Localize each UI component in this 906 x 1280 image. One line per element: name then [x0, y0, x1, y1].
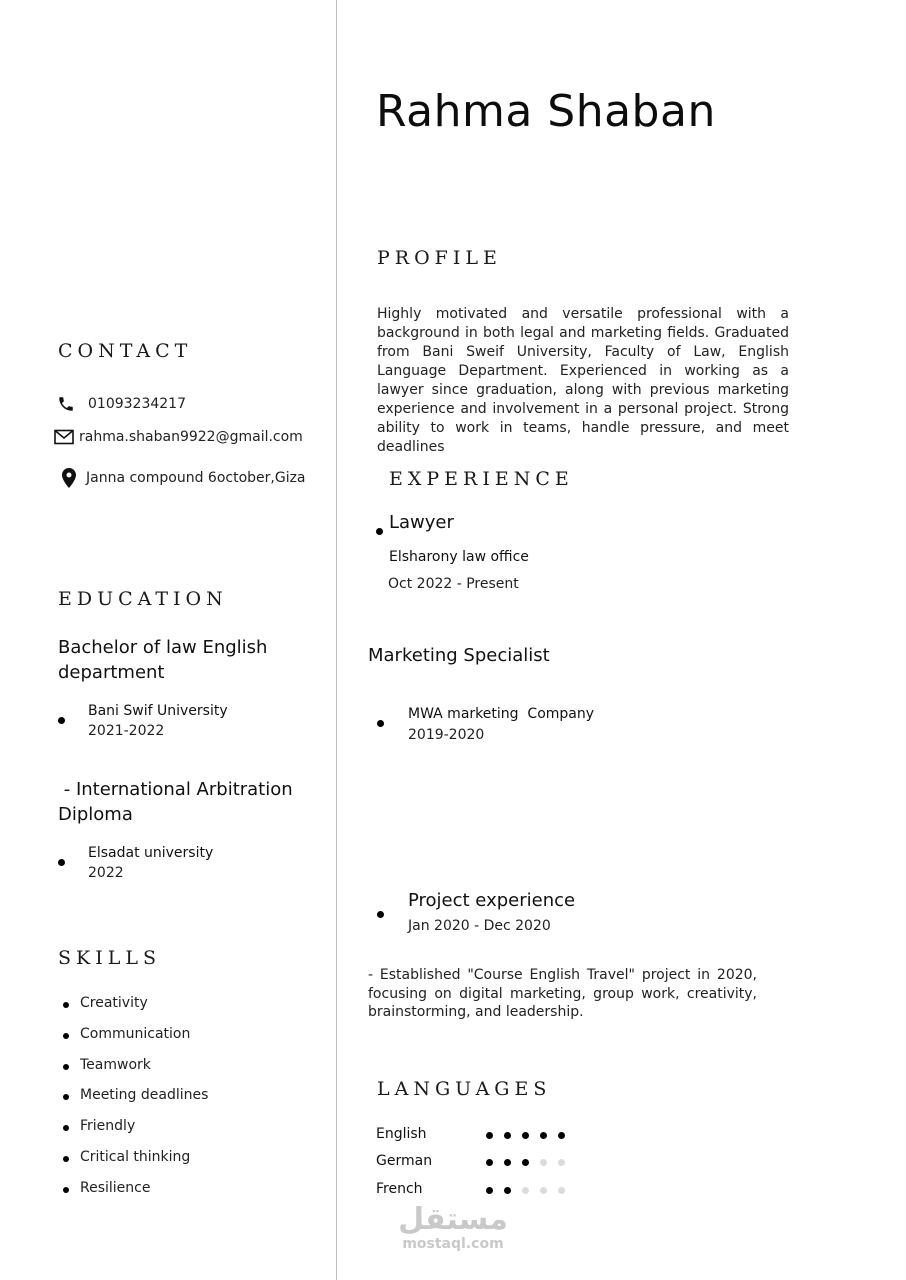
- project-dates: Jan 2020 - Dec 2020: [408, 918, 551, 934]
- rating-dot-empty: [540, 1187, 547, 1194]
- experience-heading: EXPERIENCE: [389, 468, 574, 490]
- job-title-2: Marketing Specialist: [368, 645, 550, 666]
- rating-dot-filled: [504, 1159, 511, 1166]
- education-heading: EDUCATION: [58, 588, 228, 610]
- contact-address: [58, 467, 306, 489]
- education-title-2: - International Arbitration Diploma: [58, 779, 299, 825]
- list-item: Meeting deadlines: [58, 1087, 318, 1118]
- education-school-2: Elsadat university: [88, 845, 214, 861]
- column-divider: [336, 0, 337, 1280]
- person-name: Rahma Shaban: [376, 86, 716, 137]
- rating-dot-filled: [486, 1132, 493, 1139]
- address-text: Janna compound 6october,Giza: [86, 470, 306, 486]
- contact-email: [53, 426, 303, 448]
- language-rating: [486, 1159, 565, 1166]
- list-item: Teamwork: [58, 1057, 318, 1088]
- contact-phone: [55, 393, 186, 415]
- language-name: German: [376, 1153, 433, 1169]
- job-company-1: Elsharony law office: [389, 549, 529, 565]
- contact-heading: CONTACT: [58, 340, 193, 362]
- rating-dot-empty: [540, 1159, 547, 1166]
- language-rating: [486, 1187, 565, 1194]
- job-bullet-2: [377, 720, 384, 727]
- job-dates-1: Oct 2022 - Present: [388, 576, 519, 592]
- education-bullet-2: [58, 859, 65, 866]
- rating-dot-empty: [522, 1187, 529, 1194]
- skills-list: [58, 995, 318, 1211]
- education-years-2: 2022: [88, 865, 124, 881]
- project-bullet: [377, 911, 384, 918]
- skills-heading: SKILLS: [58, 947, 161, 969]
- language-row-german: [376, 1153, 676, 1173]
- watermark-latin: mostaql.com: [402, 1236, 504, 1252]
- language-name: French: [376, 1181, 423, 1197]
- list-item: Critical thinking: [58, 1149, 318, 1180]
- list-item: Resilience: [58, 1180, 318, 1211]
- watermark-arabic: مستقل: [398, 1202, 508, 1237]
- education-school-1: Bani Swif University: [88, 703, 228, 719]
- job-dates-2: 2019-2020: [408, 727, 485, 743]
- map-pin-icon: [58, 467, 80, 489]
- job-company-2: MWA marketing Company: [408, 706, 595, 722]
- rating-dot-filled: [486, 1159, 493, 1166]
- profile-text: Highly motivated and versatile professional with a background in both legal and marketing fields. Graduated from Bani Sweif University, Faculty of Law, English Language Department. Experienced in working as a lawyer since graduation, along with previous marketing experience and involvement in a personal project. Strong ability to work in teams, handle pressure, and meet deadlines: [377, 306, 789, 455]
- job-bullet-1: [376, 528, 383, 535]
- rating-dot-filled: [558, 1132, 565, 1139]
- watermark: [396, 1204, 510, 1252]
- list-item: Creativity: [58, 995, 318, 1026]
- language-rating: [486, 1132, 565, 1139]
- rating-dot-empty: [558, 1187, 565, 1194]
- education-years-1: 2021-2022: [88, 723, 165, 739]
- rating-dot-filled: [504, 1187, 511, 1194]
- rating-dot-filled: [522, 1159, 529, 1166]
- list-item: Friendly: [58, 1118, 318, 1149]
- language-name: English: [376, 1126, 427, 1142]
- education-title-1: Bachelor of law English department: [58, 637, 268, 683]
- phone-icon: [55, 393, 77, 415]
- rating-dot-empty: [558, 1159, 565, 1166]
- email-address[interactable]: rahma.shaban9922@gmail.com: [79, 429, 303, 445]
- project-description: - Established "Course English Travel" project in 2020, focusing on digital marketing, group work, creativity, brainstorming, and leadership.: [368, 967, 757, 1020]
- project-title: Project experience: [408, 890, 576, 911]
- education-bullet-1: [58, 717, 65, 724]
- rating-dot-filled: [504, 1132, 511, 1139]
- job-title-1: Lawyer: [389, 512, 454, 533]
- rating-dot-filled: [522, 1132, 529, 1139]
- envelope-icon: [53, 426, 75, 448]
- phone-number[interactable]: 01093234217: [88, 396, 186, 412]
- rating-dot-filled: [540, 1132, 547, 1139]
- language-row-english: [376, 1126, 676, 1146]
- profile-heading: PROFILE: [377, 247, 502, 269]
- list-item: Communication: [58, 1026, 318, 1057]
- languages-heading: LANGUAGES: [377, 1078, 552, 1100]
- rating-dot-filled: [486, 1187, 493, 1194]
- language-row-french: [376, 1181, 676, 1201]
